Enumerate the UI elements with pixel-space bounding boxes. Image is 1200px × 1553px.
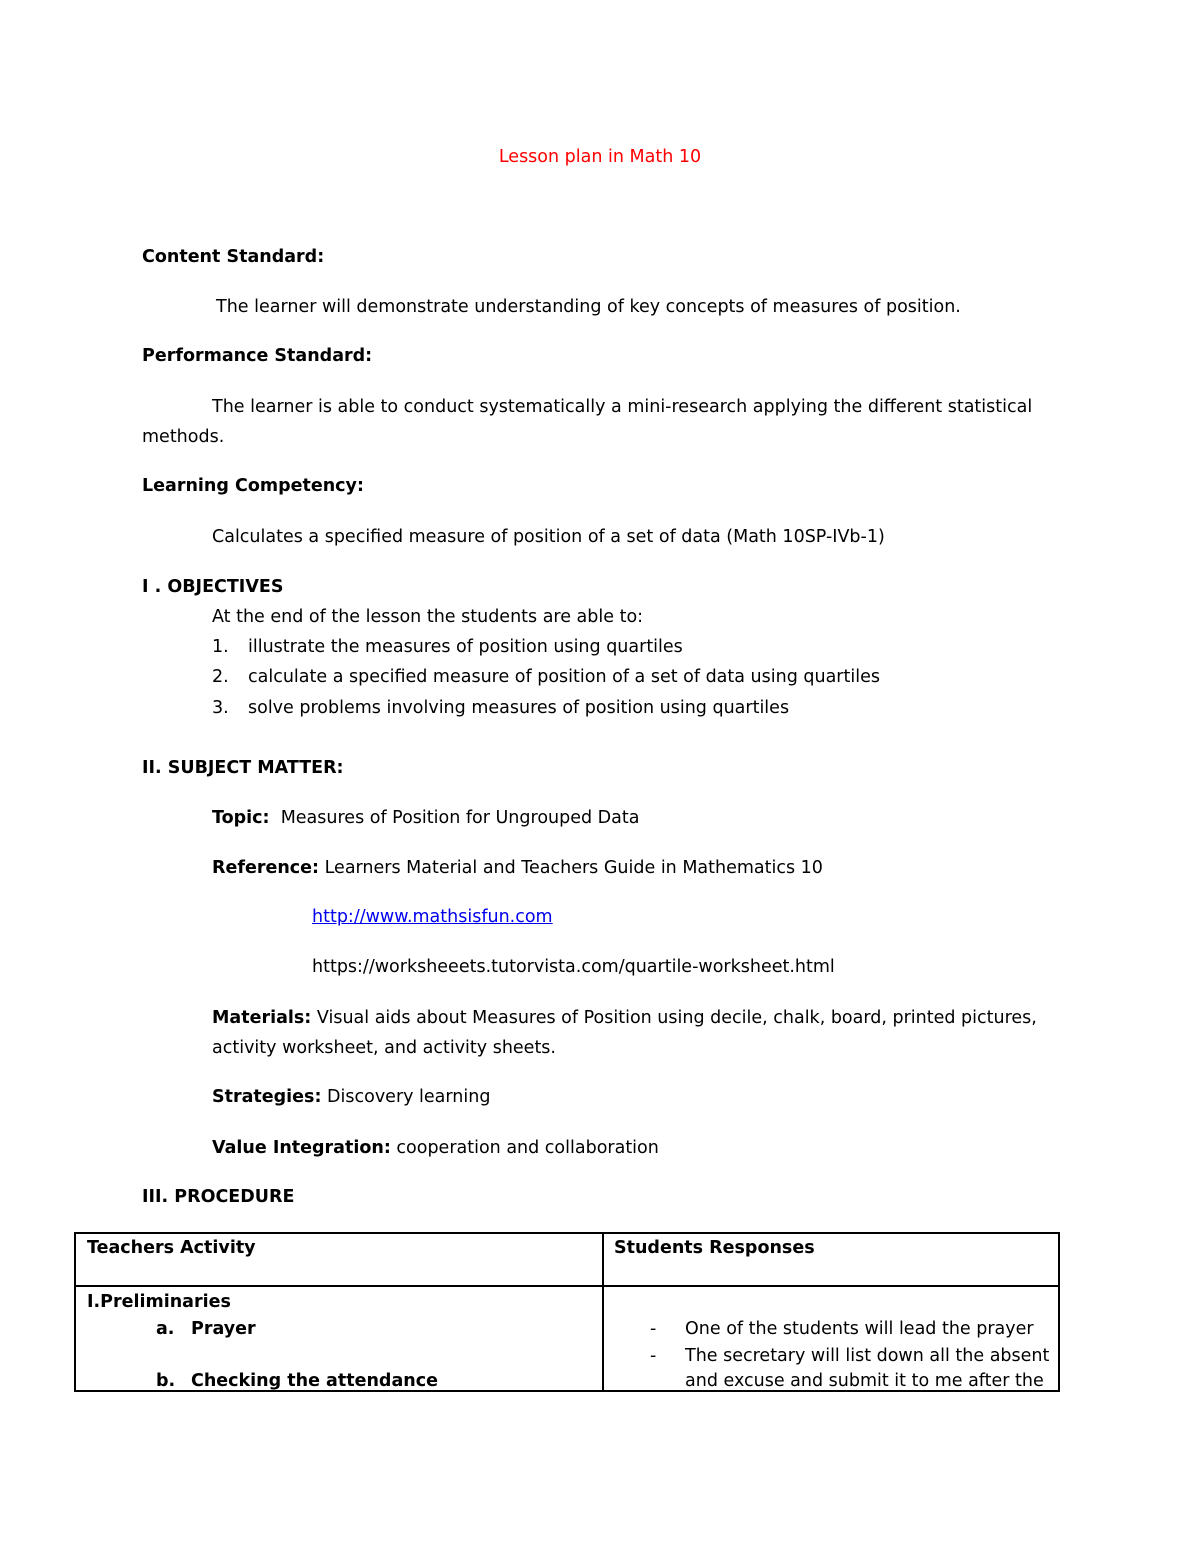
- response-dash: -: [650, 1346, 657, 1366]
- reference-label: Reference:: [212, 858, 320, 878]
- table-right-border: [1058, 1232, 1060, 1392]
- subject-matter-heading: II. SUBJECT MATTER:: [142, 758, 344, 778]
- objective-text: calculate a specified measure of position of a set of data using quartiles: [248, 667, 880, 687]
- learning-competency-text: Calculates a specified measure of position of a set of data (Math 10SP-IVb-1): [212, 527, 885, 547]
- content-standard-heading: Content Standard:: [142, 247, 325, 267]
- item-a-prayer: Prayer: [191, 1319, 256, 1339]
- value-integration-value: cooperation and collaboration: [396, 1138, 659, 1158]
- reference-link-tutorvista: https://worksheeets.tutorvista.com/quartile-worksheet.html: [312, 957, 835, 977]
- objective-number: 1.: [212, 637, 229, 657]
- table-column-divider: [602, 1232, 604, 1392]
- table-row-divider: [74, 1285, 1060, 1287]
- item-b-marker: b.: [156, 1371, 176, 1391]
- materials-label: Materials:: [212, 1008, 312, 1028]
- item-b-attendance: Checking the attendance: [191, 1371, 438, 1391]
- performance-standard-line1: The learner is able to conduct systematically a mini-research applying the different statistical: [212, 397, 1033, 417]
- table-header-teachers-activity: Teachers Activity: [87, 1238, 256, 1258]
- topic-value: Measures of Position for Ungrouped Data: [280, 808, 640, 828]
- procedure-heading: III. PROCEDURE: [142, 1187, 295, 1207]
- materials-line1: [212, 1007, 1037, 1029]
- strategies-label: Strategies:: [212, 1087, 322, 1107]
- performance-standard-heading: Performance Standard:: [142, 346, 373, 366]
- table-header-students-responses: Students Responses: [614, 1238, 815, 1258]
- table-top-border: [74, 1232, 1060, 1234]
- content-standard-text: The learner will demonstrate understanding of key concepts of measures of position.: [216, 297, 961, 317]
- objectives-intro: At the end of the lesson the students are able to:: [212, 607, 644, 627]
- topic-label: Topic:: [212, 808, 270, 828]
- reference-link-mathsisfun[interactable]: http://www.mathsisfun.com: [312, 907, 553, 927]
- materials-value: Visual aids about Measures of Position using decile, chalk, board, printed pictures,: [316, 1008, 1037, 1028]
- document-title: Lesson plan in Math 10: [498, 147, 702, 167]
- learning-competency-heading: Learning Competency:: [142, 476, 364, 496]
- value-integration-label: Value Integration:: [212, 1138, 391, 1158]
- response-prayer: One of the students will lead the prayer: [685, 1319, 1034, 1339]
- response-dash: -: [650, 1319, 657, 1339]
- reference-value: Learners Material and Teachers Guide in Mathematics 10: [324, 858, 823, 878]
- materials-line2: activity worksheet, and activity sheets.: [212, 1038, 556, 1058]
- objective-item: [212, 636, 683, 658]
- objective-number: 3.: [212, 698, 229, 718]
- preliminaries-label: I.Preliminaries: [87, 1292, 231, 1312]
- objective-item: [212, 666, 880, 688]
- objectives-heading: I . OBJECTIVES: [142, 577, 284, 597]
- performance-standard-line2: methods.: [142, 427, 225, 447]
- item-a-marker: a.: [156, 1319, 175, 1339]
- reference-line: [212, 857, 823, 879]
- objective-text: solve problems involving measures of position using quartiles: [248, 698, 790, 718]
- response-attendance-line1: The secretary will list down all the absent: [685, 1346, 1050, 1366]
- table-left-border: [74, 1232, 76, 1392]
- topic-line: [212, 807, 639, 829]
- response-attendance-line2: and excuse and submit it to me after the: [685, 1371, 1044, 1391]
- strategies-line: [212, 1086, 490, 1108]
- value-integration-line: [212, 1137, 659, 1159]
- strategies-value: Discovery learning: [327, 1087, 491, 1107]
- objective-text: illustrate the measures of position using quartiles: [248, 637, 683, 657]
- objective-item: [212, 697, 789, 719]
- objective-number: 2.: [212, 667, 229, 687]
